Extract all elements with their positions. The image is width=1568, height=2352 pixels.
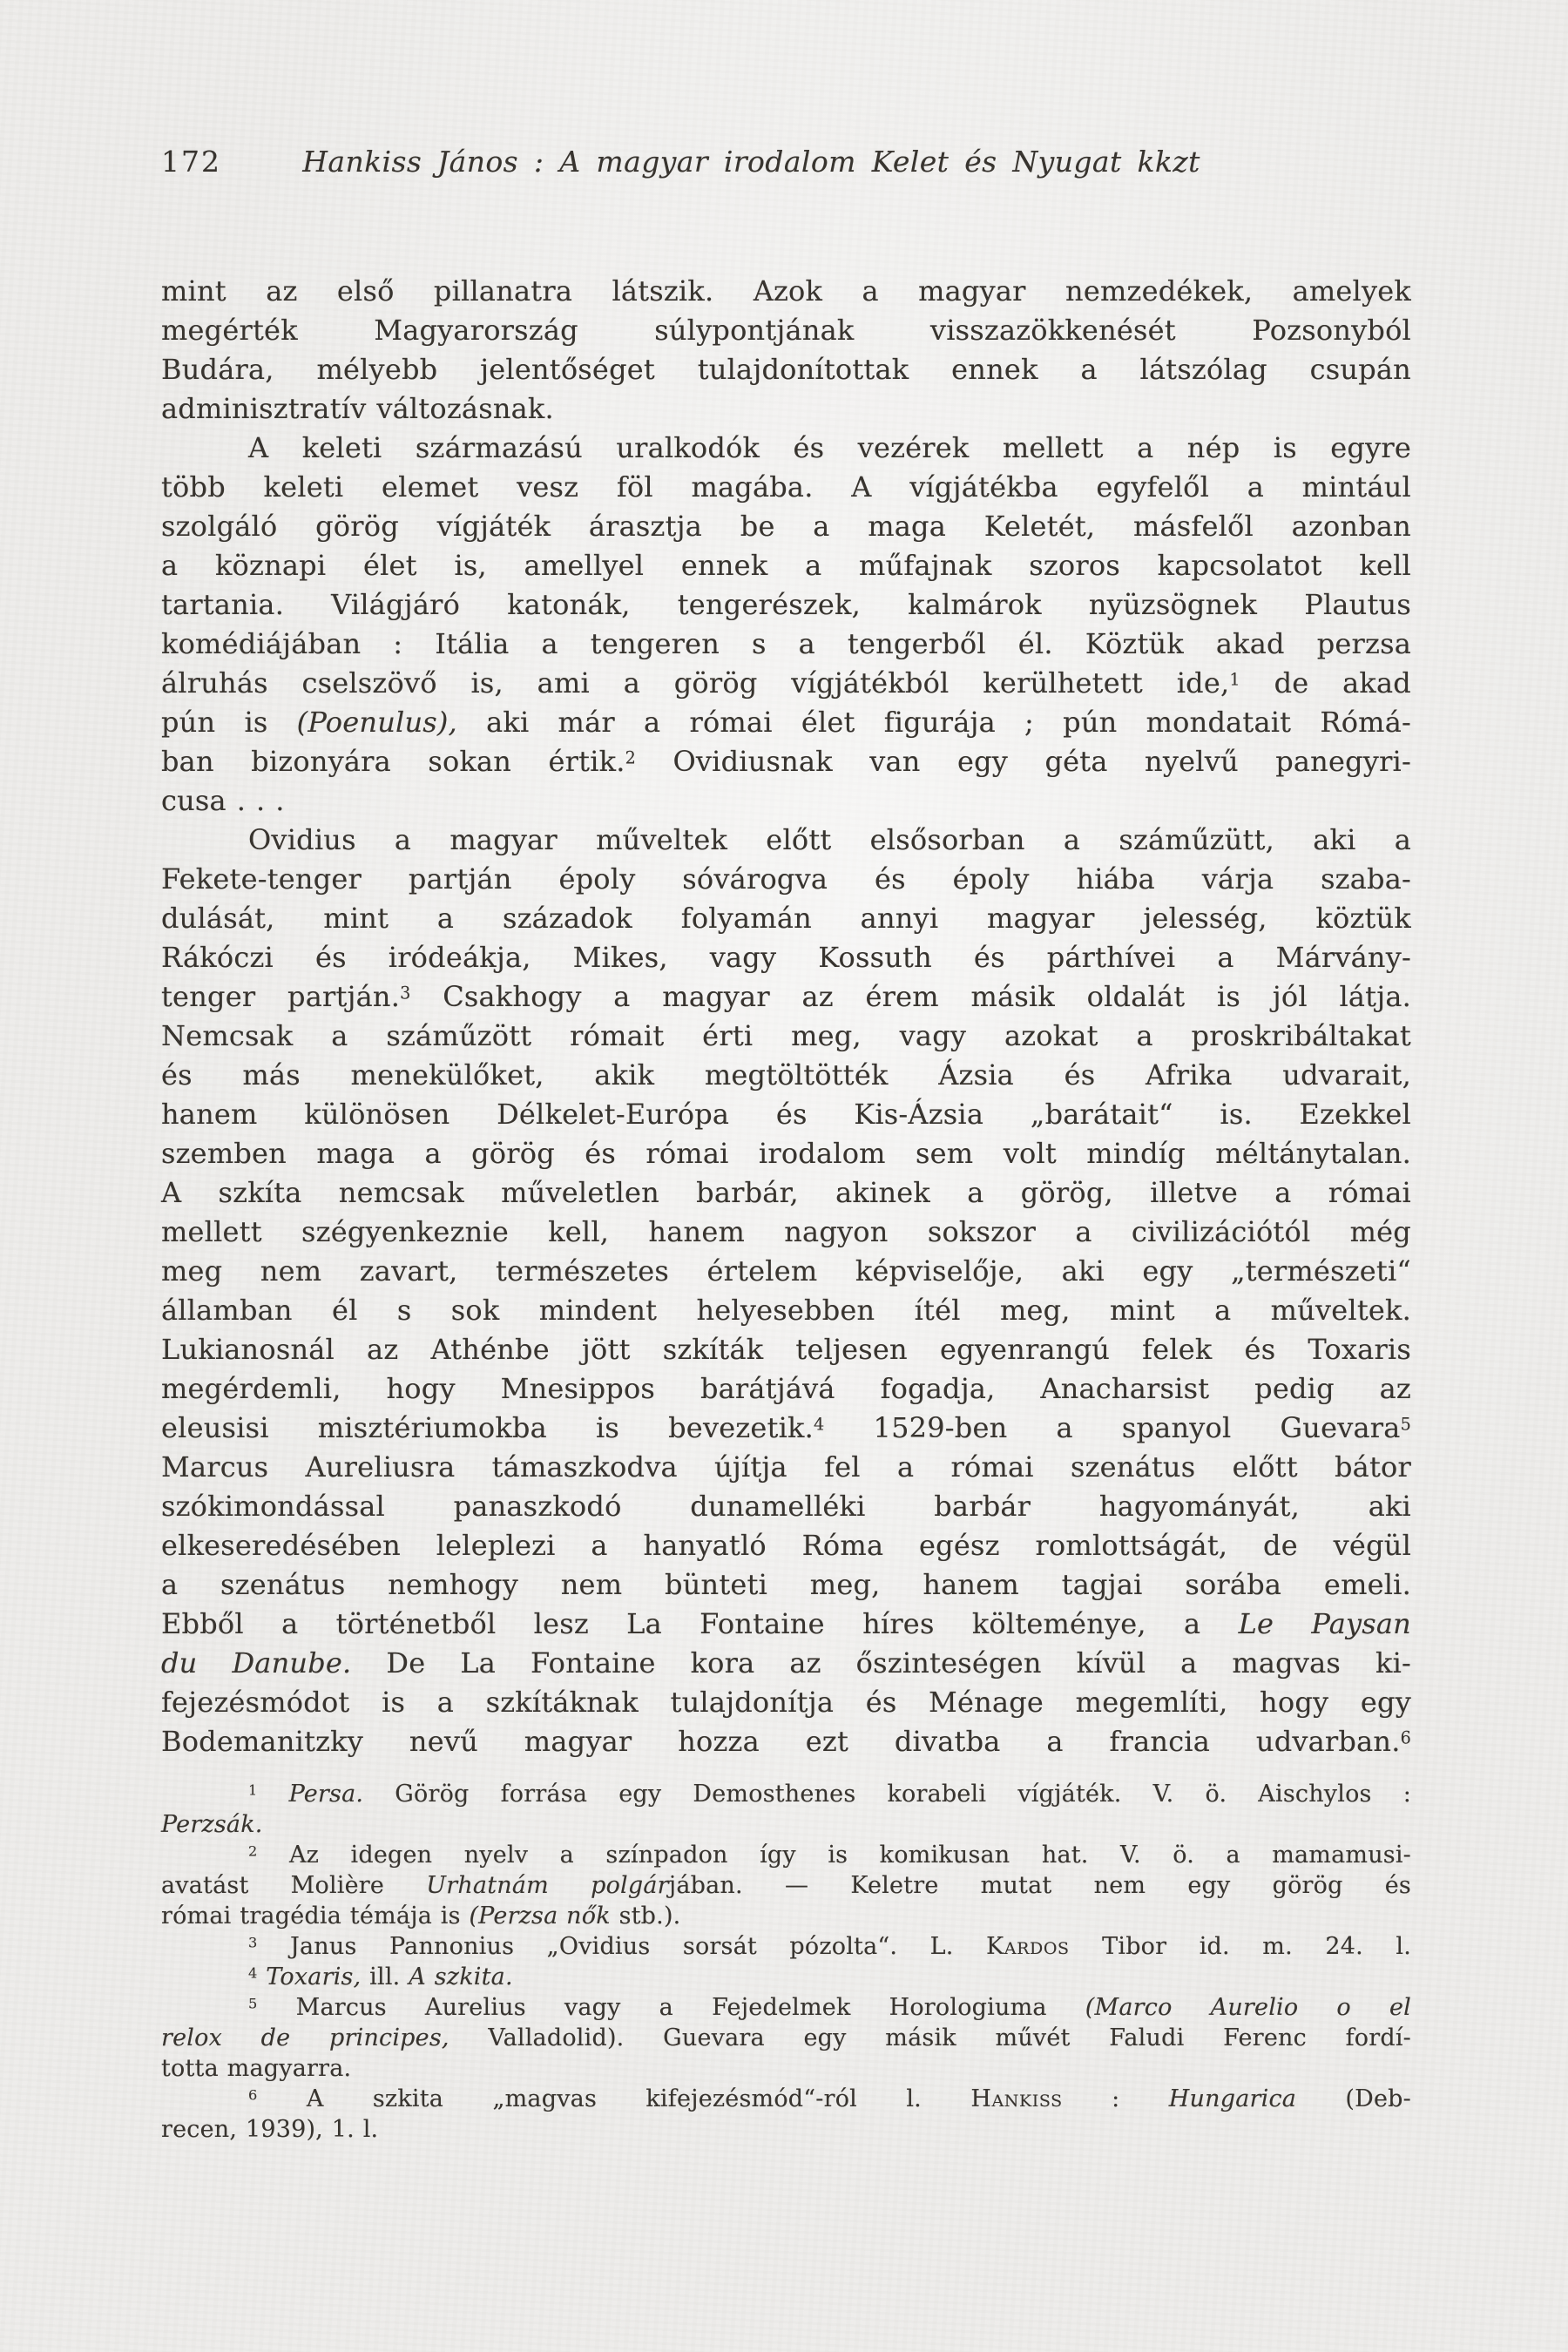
text-segment: De La Fontaine kora az őszinteségen kívül a magvas ki- <box>351 1646 1412 1680</box>
paragraph <box>161 272 1411 429</box>
text-segment: Görög forrása egy Demosthenes korabeli vígjáték. V. ö. Aischylos : <box>363 1781 1411 1808</box>
text-segment: több keleti elemet vesz föl magába. A vígjátékba egyfelől a mintául <box>161 470 1411 504</box>
text-segment: mint az első pillanatra látszik. Azok a magyar nemzedékek, amelyek <box>161 274 1411 308</box>
footnote-marker: 4 <box>814 1414 825 1435</box>
text-segment: Ovidiusnak van egy géta nyelvű panegyri- <box>636 745 1412 778</box>
text-line <box>161 2114 1411 2145</box>
footnote-marker: 4 <box>248 1964 258 1982</box>
text-segment: és más menekülőket, akik megtöltötték Ázsia és Afrika udvarait, <box>161 1058 1411 1092</box>
text-segment: szemben maga a görög és római irodalom sem volt mindíg méltánytalan. <box>161 1137 1411 1170</box>
text-line <box>161 742 1411 781</box>
footnote-marker: 5 <box>1400 1414 1411 1435</box>
text-segment: Lukianosnál az Athénbe jött szkíták teljesen egyenrangú felek és Toxaris <box>161 1333 1411 1366</box>
text-line <box>161 1213 1411 1252</box>
text-line <box>161 1901 1411 1931</box>
footnote-marker: 3 <box>400 983 411 1004</box>
text-segment: Marcus Aureliusra támaszkodva újítja fel a római szenátus előtt bátor <box>161 1450 1411 1484</box>
text-segment <box>258 1963 267 1990</box>
footnote-marker: 1 <box>248 1781 258 1799</box>
text-line <box>161 1056 1411 1095</box>
text-segment: (Deb- <box>1296 2085 1411 2112</box>
text-line <box>161 1605 1411 1644</box>
text-segment: elkeseredésében leleplezi a hanyatló Róma egész romlottságát, de végül <box>161 1529 1411 1562</box>
text-line <box>161 389 1411 429</box>
footnote-marker: 3 <box>248 1934 258 1951</box>
text-segment: Toxaris, <box>266 1963 362 1990</box>
text-segment: A szkita „magvas kifejezésmód“-ról l. <box>257 2085 971 2112</box>
text-line <box>161 1134 1411 1173</box>
text-line <box>161 1809 1411 1840</box>
text-line <box>161 625 1411 664</box>
text-line <box>161 1722 1411 1761</box>
text-line <box>161 1252 1411 1291</box>
text-line <box>161 1992 1411 2023</box>
text-segment: Persa. <box>288 1781 364 1808</box>
text-line <box>161 1644 1411 1683</box>
text-line <box>161 272 1411 311</box>
text-segment: (Poenulus), <box>296 706 457 739</box>
paragraph <box>161 1840 1411 1931</box>
text-line <box>161 1870 1411 1901</box>
text-segment: pún is <box>161 706 297 739</box>
text-segment: Ebből a történetből lesz La Fontaine híres költeménye, a <box>161 1607 1239 1640</box>
text-line <box>161 507 1411 546</box>
text-segment: álruhás cselszövő is, ami a görög vígjátékból kerülhetett ide, <box>161 666 1230 700</box>
text-segment: A szkíta nemcsak műveletlen barbár, akinek a görög, illetve a római <box>161 1176 1411 1209</box>
text-segment: (Perzsa nők <box>469 1903 611 1930</box>
paragraph <box>161 1931 1411 1962</box>
text-line <box>161 860 1411 899</box>
text-segment: jában. — Keletre mutat nem egy görög és <box>668 1872 1411 1899</box>
text-segment: recen, 1939), 1. l. <box>161 2116 379 2143</box>
text-segment: tenger partján. <box>161 980 401 1013</box>
text-line <box>161 546 1411 585</box>
text-line <box>161 1962 1411 1992</box>
footnote-marker: 6 <box>248 2086 258 2104</box>
text-line <box>161 1840 1411 1870</box>
text-segment: eleusisi misztériumokba is bevezetik. <box>161 1411 814 1444</box>
page-header <box>161 142 1411 181</box>
text-line <box>161 1095 1411 1134</box>
text-segment: Bodemanitzky nevű magyar hozza ezt divatba a francia udvarban. <box>161 1725 1401 1758</box>
text-line <box>161 429 1411 468</box>
text-line <box>161 350 1411 389</box>
text-segment: dulását, mint a századok folyamán annyi magyar jelesség, köztük <box>161 902 1411 935</box>
text-segment: Marcus Aurelius vagy a Fejedelmek Horologiuma <box>257 1994 1085 2021</box>
text-segment: szolgáló görög vígjáték árasztja be a maga Keletét, másfelől azonban <box>161 510 1411 543</box>
text-line <box>161 781 1411 821</box>
text-line <box>161 977 1411 1017</box>
text-line <box>161 703 1411 742</box>
text-segment: stb.). <box>610 1903 681 1930</box>
text-segment: (Marco Aurelio o el <box>1085 1994 1411 2021</box>
text-segment: 1529-ben a spanyol Guevara <box>824 1411 1401 1444</box>
text-segment: cusa . . . <box>161 784 285 817</box>
text-line <box>161 311 1411 350</box>
text-line <box>161 899 1411 938</box>
paragraph <box>161 821 1411 1761</box>
text-segment: a szenátus nemhogy nem bünteti meg, hanem tagjai sorába emeli. <box>161 1568 1411 1601</box>
text-segment: Tibor id. m. 24. l. <box>1069 1933 1411 1960</box>
text-segment: relox de principes, <box>161 2024 449 2051</box>
text-line <box>161 468 1411 507</box>
text-segment: Perzsák. <box>161 1811 263 1838</box>
text-line <box>161 1683 1411 1722</box>
text-segment: Janus Pannonius „Ovidius sorsát pózolta“. L. <box>257 1933 987 1960</box>
text-segment: Rákóczi és iródeákja, Mikes, vagy Kossuth és párthívei a Márvány- <box>161 941 1411 974</box>
text-segment: tartania. Világjáró katonák, tengerészek, kalmárok nyüzsögnek Plautus <box>161 588 1411 621</box>
text-segment: megérték Magyarország súlypontjának visszazökkenését Pozsonyból <box>161 314 1411 347</box>
footnotes-section <box>161 1779 1411 2145</box>
footnote-marker: 2 <box>625 747 637 768</box>
text-segment: Valladolid). Guevara egy másik művét Faludi Ferenc fordí- <box>449 2024 1411 2051</box>
paragraph <box>161 1779 1411 1840</box>
text-segment: avatást Molière <box>161 1872 427 1899</box>
text-line <box>161 1526 1411 1565</box>
paragraph <box>161 1992 1411 2084</box>
text-segment: megérdemli, hogy Mnesippos barátjává fogadja, Anacharsist pedig az <box>161 1372 1411 1405</box>
text-segment: Az idegen nyelv a színpadon így is komikusan hat. V. ö. a mamamusi- <box>257 1842 1411 1869</box>
text-line <box>161 1931 1411 1962</box>
text-segment <box>258 1781 289 1808</box>
text-segment: adminisztratív változásnak. <box>161 392 554 425</box>
text-segment: Le Paysan <box>1238 1607 1411 1640</box>
text-line <box>161 1565 1411 1605</box>
text-line <box>161 1369 1411 1409</box>
text-line <box>161 2053 1411 2084</box>
footnote-marker: 5 <box>248 1995 258 2012</box>
body-text <box>161 272 1411 1761</box>
text-line <box>161 821 1411 860</box>
text-line <box>161 2023 1411 2053</box>
text-segment: mellett szégyenkeznie kell, hanem nagyon sokszor a civilizációtól még <box>161 1215 1411 1248</box>
text-line <box>161 664 1411 703</box>
text-segment: totta magyarra. <box>161 2055 352 2082</box>
text-segment: Nemcsak a száműzött rómait érti meg, vagy azokat a proskribáltakat <box>161 1019 1411 1052</box>
text-segment: Urhatnám polgár <box>426 1872 669 1899</box>
text-segment: ill. <box>361 1963 409 1990</box>
text-segment: ban bizonyára sokan értik. <box>161 745 625 778</box>
text-line <box>161 585 1411 625</box>
footnote-marker: 6 <box>1400 1727 1411 1748</box>
text-segment: A szkita. <box>409 1963 513 1990</box>
text-segment: komédiájában : Itália a tengeren s a tengerből él. Köztük akad perzsa <box>161 627 1411 660</box>
text-line <box>161 2084 1411 2114</box>
text-line <box>161 938 1411 977</box>
text-segment: Csakhogy a magyar az érem másik oldalát is jól látja. <box>410 980 1411 1013</box>
text-line <box>161 1448 1411 1487</box>
text-segment: Budára, mélyebb jelentőséget tulajdonítottak ennek a látszólag csupán <box>161 353 1411 386</box>
text-segment: du Danube. <box>161 1646 352 1680</box>
text-segment: a köznapi élet is, amellyel ennek a műfajnak szoros kapcsolatot kell <box>161 549 1411 582</box>
footnote-marker: 1 <box>1229 669 1240 690</box>
text-segment: Ovidius a magyar műveltek előtt elsősorban a száműzütt, aki a <box>248 823 1411 856</box>
running-title: Hankiss János : A magyar irodalom Kelet és Nyugat kkzt <box>302 145 1200 179</box>
text-segment: Kardos <box>986 1933 1070 1960</box>
text-line <box>161 1017 1411 1056</box>
text-segment: Hungarica <box>1168 2085 1297 2112</box>
text-segment: fejezésmódot is a szkítáknak tulajdonítja és Ménage megemlíti, hogy egy <box>161 1686 1411 1719</box>
paragraph <box>161 2084 1411 2145</box>
footnote-marker: 2 <box>248 1842 258 1860</box>
text-segment: szókimondással panaszkodó dunamelléki barbár hagyományát, aki <box>161 1490 1411 1523</box>
text-segment: A keleti származású uralkodók és vezérek mellett a nép is egyre <box>248 431 1411 464</box>
text-line <box>161 1409 1411 1448</box>
text-segment: hanem különösen Délkelet-Európa és Kis-Ázsia „barátait“ is. Ezekkel <box>161 1098 1411 1131</box>
text-line <box>161 1173 1411 1213</box>
text-segment: aki már a római élet figurája ; pún mondatait Rómá- <box>456 706 1411 739</box>
text-line <box>161 1330 1411 1369</box>
text-segment: : <box>1062 2085 1169 2112</box>
text-segment: Fekete-tenger partján époly sóvárogva és époly hiába várja szaba- <box>161 862 1411 896</box>
page-number: 172 <box>161 145 221 179</box>
paragraph <box>161 429 1411 821</box>
text-segment: államban él s sok mindent helyesebben ítél meg, mint a műveltek. <box>161 1294 1411 1327</box>
text-segment: meg nem zavart, természetes értelem képviselője, aki egy „természeti“ <box>161 1254 1411 1288</box>
text-line <box>161 1291 1411 1330</box>
text-line <box>161 1779 1411 1809</box>
text-segment: római tragédia témája is <box>161 1903 470 1930</box>
text-segment: de akad <box>1240 666 1411 700</box>
text-segment: Hankiss <box>970 2085 1063 2112</box>
text-line <box>161 1487 1411 1526</box>
paragraph <box>161 1962 1411 1992</box>
